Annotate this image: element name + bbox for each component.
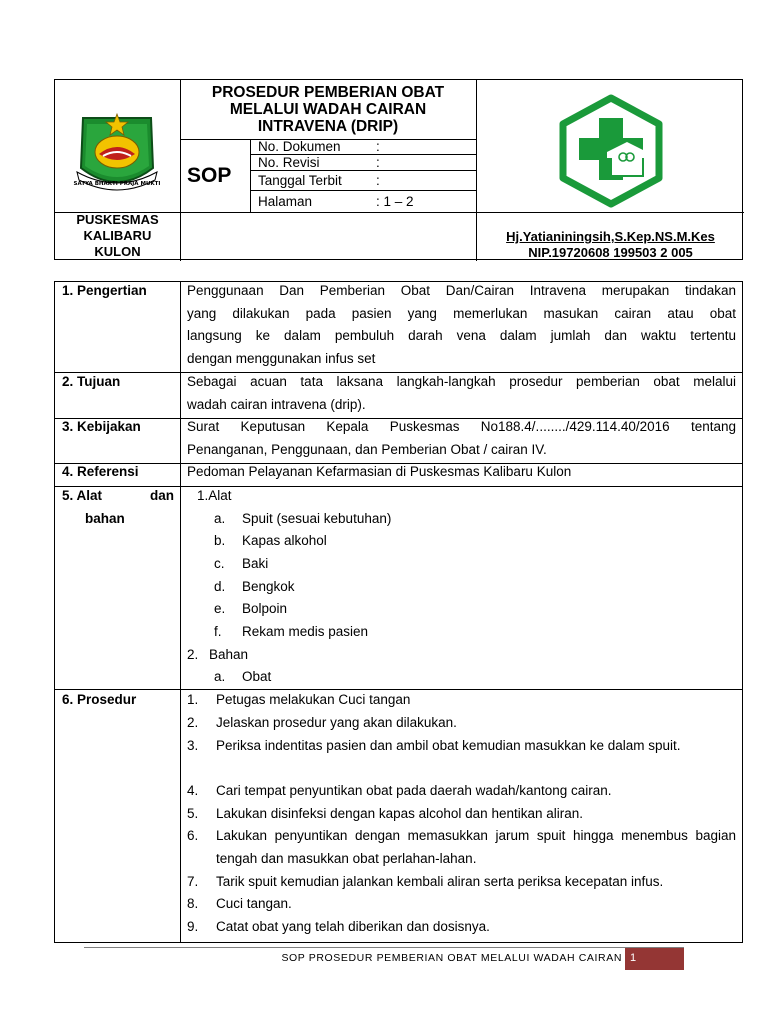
step-number: 7. <box>187 874 199 889</box>
list-text: Bahan <box>209 647 249 662</box>
list-marker: b. <box>214 533 226 548</box>
meta-value: : <box>376 139 380 154</box>
list-text: Bolpoin <box>242 601 288 616</box>
step-number: 2. <box>187 715 199 730</box>
list-text: Spuit (sesuai kebutuhan) <box>242 511 392 526</box>
meta-halaman <box>258 194 414 209</box>
title-line: MELALUI WADAH CAIRAN <box>229 101 427 118</box>
meta-key: No. Dokumen <box>258 139 341 154</box>
org-line: PUSKESMAS <box>76 212 159 227</box>
divider <box>250 139 251 212</box>
text-line: Penanganan, Penggunaan, dan Pemberian Obat / cairan IV. <box>187 441 547 457</box>
label-part: dan <box>149 488 174 503</box>
procedure-step <box>187 712 736 735</box>
list-marker: c. <box>214 556 225 571</box>
organization-name <box>55 212 180 260</box>
page-number: 1 <box>630 952 637 964</box>
text-line: Surat Keputusan Kepala Puskesmas No188.4/......../429.114.40/2016 tentang <box>187 419 736 434</box>
step-number: 1. <box>187 692 199 707</box>
divider <box>180 282 181 942</box>
list-marker: f. <box>214 624 222 639</box>
section-text-referensi: Pedoman Pelayanan Kefarmasian di Puskesmas Kalibaru Kulon <box>187 464 572 479</box>
crest-motto: SATYA BHAKTI PRAJA MUKTI <box>73 181 161 187</box>
sop-content-table <box>54 281 743 943</box>
list-text: Obat <box>242 669 272 684</box>
step-number: 5. <box>187 806 199 821</box>
text-line: Sebagai acuan tata laksana langkah-langkah prosedur pemberian obat melalui <box>187 374 736 389</box>
section-text-pengertian <box>187 280 736 370</box>
procedure-step <box>187 825 736 870</box>
document-title <box>180 84 476 135</box>
page-number-badge <box>625 948 684 970</box>
section-label-kebijakan: 3. Kebijakan <box>62 419 141 434</box>
org-line: KALIBARU <box>83 228 152 243</box>
sop-header-table <box>54 79 743 260</box>
section-text-kebijakan <box>187 416 736 461</box>
puskesmas-logo <box>555 94 667 208</box>
step-text: Tarik spuit kemudian jalankan kembali aliran serta periksa kecepatan infus. <box>216 874 664 889</box>
sop-label: SOP <box>187 164 232 187</box>
meta-key: No. Revisi <box>258 155 320 170</box>
section-text-tujuan <box>187 371 736 416</box>
step-text: Petugas melakukan Cuci tangan <box>216 692 411 707</box>
section-label-prosedur: 6. Prosedur <box>62 692 137 707</box>
step-text: Cuci tangan. <box>216 896 292 911</box>
signer-block <box>477 229 744 261</box>
list-marker: 2. <box>187 647 199 662</box>
section-label-tujuan: 2. Tujuan <box>62 374 121 389</box>
step-number: 4. <box>187 783 199 798</box>
procedure-step <box>187 803 736 826</box>
meta-no-revisi <box>258 155 380 170</box>
list-marker: e. <box>214 601 226 616</box>
step-number: 9. <box>187 919 199 934</box>
list-text: Kapas alkohol <box>242 533 327 548</box>
alat-heading: 1.Alat <box>197 488 232 503</box>
label-line: bahan <box>85 510 125 526</box>
list-text: Baki <box>242 556 269 571</box>
meta-value: : <box>376 173 380 188</box>
step-number: 6. <box>187 828 199 843</box>
procedure-step <box>187 893 736 916</box>
title-line: INTRAVENA (DRIP) <box>257 118 399 135</box>
section-label-referensi: 4. Referensi <box>62 464 139 479</box>
step-text: Jelaskan prosedur yang akan dilakukan. <box>216 715 457 730</box>
section-label-alat-bahan <box>62 485 174 530</box>
regency-crest-logo <box>73 110 161 200</box>
divider <box>476 212 744 213</box>
footer-rule <box>84 947 684 948</box>
meta-key: Halaman <box>258 194 313 209</box>
label-line <box>62 485 174 508</box>
divider <box>250 190 476 191</box>
step-text: Lakukan penyuntikan dengan memasukkan jarum spuit hingga menembus bagian tengah dan masukkan obat perlahan-lahan. <box>216 828 736 866</box>
step-number: 3. <box>187 738 199 753</box>
step-number: 8. <box>187 896 199 911</box>
list-text: Rekam medis pasien <box>242 624 369 639</box>
list-marker: d. <box>214 579 226 594</box>
list-text: Bengkok <box>242 579 295 594</box>
list-marker: a. <box>214 669 226 684</box>
meta-no-dokumen <box>258 139 380 154</box>
text-line: dengan menggunakan infus set <box>187 350 376 366</box>
step-text: Catat obat yang telah diberikan dan dosisnya. <box>216 919 490 934</box>
footer-title: SOP PROSEDUR PEMBERIAN OBAT MELALUI WADAH CAIRAN <box>281 952 622 964</box>
step-text: Lakukan disinfeksi dengan kapas alcohol dan hentikan aliran. <box>216 806 584 821</box>
text-line: Penggunaan Dan Pemberian Obat Dan/Cairan Intravena merupakan tindakan <box>187 283 736 298</box>
step-text: Cari tempat penyuntikan obat pada daerah wadah/kantong cairan. <box>216 783 612 798</box>
text-line: wadah cairan intravena (drip). <box>187 396 366 412</box>
divider <box>250 170 476 171</box>
label-part: 5. Alat <box>62 488 103 503</box>
section-label-pengertian: 1. Pengertian <box>62 283 147 298</box>
list-marker: a. <box>214 511 226 526</box>
signer-nip: NIP.19720608 199503 2 005 <box>528 245 693 260</box>
procedure-step <box>187 916 736 939</box>
org-line: KULON <box>94 244 141 259</box>
signer-name: Hj.Yatianiningsih,S.Kep.NS.M.Kes <box>506 229 715 244</box>
meta-value: : 1 – 2 <box>376 194 414 209</box>
meta-key: Tanggal Terbit <box>258 173 342 188</box>
procedure-step <box>187 689 736 712</box>
procedure-step <box>187 735 736 758</box>
procedure-step <box>187 871 736 894</box>
meta-tanggal-terbit <box>258 173 380 188</box>
step-text: Periksa indentitas pasien dan ambil obat kemudian masukkan ke dalam spuit. <box>216 738 681 753</box>
text-line: langsung ke dalam pembuluh darah vena dalam jumlah dan waktu tertentu <box>187 328 736 344</box>
procedure-step <box>187 780 736 803</box>
text-line: yang dilakukan pada pasien yang memerlukan masukan cairan atau obat <box>187 305 736 321</box>
divider <box>180 212 476 213</box>
title-line: PROSEDUR PEMBERIAN OBAT <box>211 84 445 101</box>
meta-value: : <box>376 155 380 170</box>
